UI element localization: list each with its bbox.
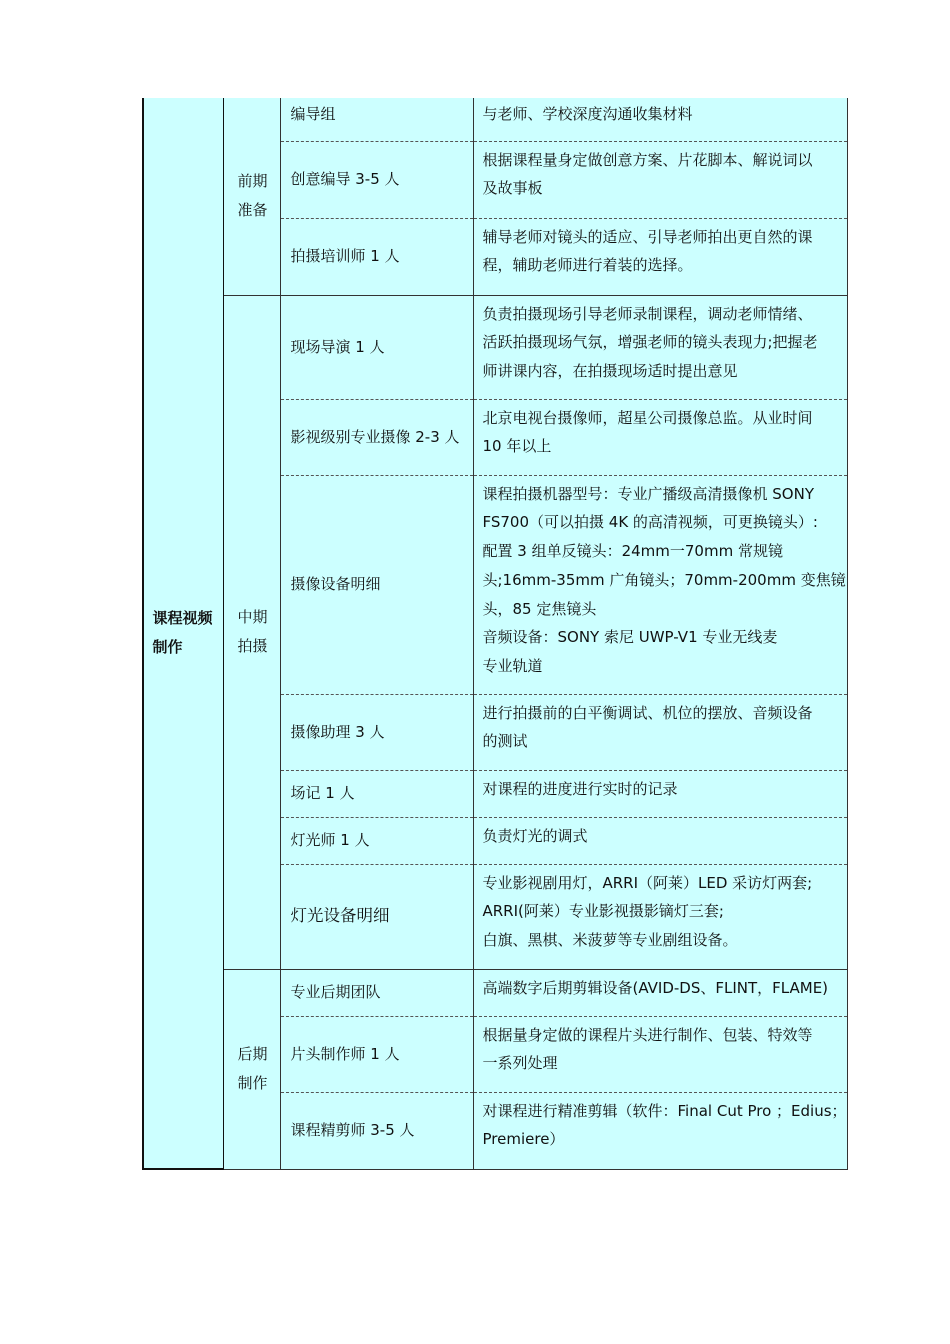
description-line: 专业轨道 xyxy=(482,657,543,676)
phase-label: 后期制作 xyxy=(237,1045,268,1092)
role-cell: 片头制作师 1 人 xyxy=(280,1016,473,1092)
description-line: 程，辅助老师进行着装的选择。 xyxy=(482,256,693,275)
description-line: 活跃拍摄现场气氛，增强老师的镜头表现力;把握老 xyxy=(482,333,818,352)
description-cell xyxy=(473,1092,847,1169)
role-cell: 摄像助理 3 人 xyxy=(280,694,473,770)
description-line: 及故事板 xyxy=(482,179,543,198)
description-line: 负责拍摄现场引导老师录制课程，调动老师情绪、 xyxy=(482,304,813,323)
role-cell: 摄像设备明细 xyxy=(280,475,473,694)
main-category-cell xyxy=(143,98,223,1169)
description-cell xyxy=(473,864,847,969)
description-cell xyxy=(473,399,847,475)
description-line: 白旗、黑棋、米菠萝等专业剧组设备。 xyxy=(482,931,738,950)
description-line: 10 年以上 xyxy=(482,437,552,456)
description-line: FS700（可以拍摄 4K 的高清视频，可更换镜头）: xyxy=(482,513,818,532)
description-line: 音频设备：SONY 索尼 UWP-V1 专业无线麦 xyxy=(482,628,778,647)
description-line: 北京电视台摄像师，超星公司摄像总监。从业时间 xyxy=(482,408,813,427)
description-line: 对课程的进度进行实时的记录 xyxy=(482,779,678,798)
description-cell xyxy=(473,218,847,295)
phase-cell xyxy=(223,969,280,1169)
description-cell xyxy=(473,817,847,864)
description-cell xyxy=(473,141,847,218)
description-line: 辅导老师对镜头的适应、引导老师拍出更自然的课 xyxy=(482,227,813,246)
video-production-table xyxy=(142,98,848,1170)
description-cell xyxy=(473,770,847,817)
table-row xyxy=(143,98,847,141)
description-line: 对课程进行精准剪辑（软件：Final Cut Pro ；Edius； xyxy=(482,1101,847,1120)
phase-label: 前期准备 xyxy=(237,172,268,220)
description-line: 配置 3 组单反镜头：24mm一70mm 常规镜 xyxy=(482,542,783,561)
description-line: 头，85 定焦镜头 xyxy=(482,599,597,618)
role-cell: 创意编导 3-5 人 xyxy=(280,141,473,218)
role-cell: 场记 1 人 xyxy=(280,770,473,817)
description-line: 根据量身定做的课程片头进行制作、包装、特效等 xyxy=(482,1025,813,1044)
role-cell: 课程精剪师 3-5 人 xyxy=(280,1092,473,1169)
phase-label: 中期拍摄 xyxy=(237,608,268,655)
table-row xyxy=(143,295,847,399)
description-line: 高端数字后期剪辑设备(AVID-DS、FLINT，FLAME) xyxy=(482,978,829,997)
description-cell xyxy=(473,1016,847,1092)
description-line: 专业影视剧用灯，ARRI（阿莱）LED 采访灯两套; xyxy=(482,873,813,892)
description-line: 一系列处理 xyxy=(482,1054,558,1073)
phase-cell xyxy=(223,295,280,969)
role-cell: 灯光设备明细 xyxy=(280,864,473,969)
description-cell xyxy=(473,295,847,399)
role-cell: 灯光师 1 人 xyxy=(280,817,473,864)
role-cell: 编导组 xyxy=(280,98,473,141)
description-cell xyxy=(473,475,847,694)
description-line: 的测试 xyxy=(482,732,528,751)
description-line: 进行拍摄前的白平衡调试、机位的摆放、音频设备 xyxy=(482,703,813,722)
role-cell: 专业后期团队 xyxy=(280,969,473,1016)
description-line: 师讲课内容，在拍摄现场适时提出意见 xyxy=(482,362,738,381)
description-line: Premiere） xyxy=(482,1130,565,1149)
description-line: 课程拍摄机器型号：专业广播级高清摄像机 SONY xyxy=(482,484,814,503)
main-category-label: 课程视频制作 xyxy=(152,609,213,656)
role-cell: 影视级别专业摄像 2-3 人 xyxy=(280,399,473,475)
description-cell xyxy=(473,98,847,141)
description-cell xyxy=(473,694,847,770)
description-line: 头;16mm-35mm 广角镜头；70mm-200mm 变焦镜 xyxy=(482,570,846,589)
description-cell xyxy=(473,969,847,1016)
description-line: 负责灯光的调式 xyxy=(482,826,588,845)
table-body xyxy=(143,98,847,1169)
description-line: 与老师、学校深度沟通收集材料 xyxy=(482,105,693,123)
description-line: 根据课程量身定做创意方案、片花脚本、解说词以 xyxy=(482,150,813,169)
role-cell: 拍摄培训师 1 人 xyxy=(280,218,473,295)
role-cell: 现场导演 1 人 xyxy=(280,295,473,399)
phase-cell xyxy=(223,98,280,295)
table-row xyxy=(143,969,847,1016)
description-line: ARRI(阿莱）专业影视摄影镝灯三套; xyxy=(482,902,724,921)
